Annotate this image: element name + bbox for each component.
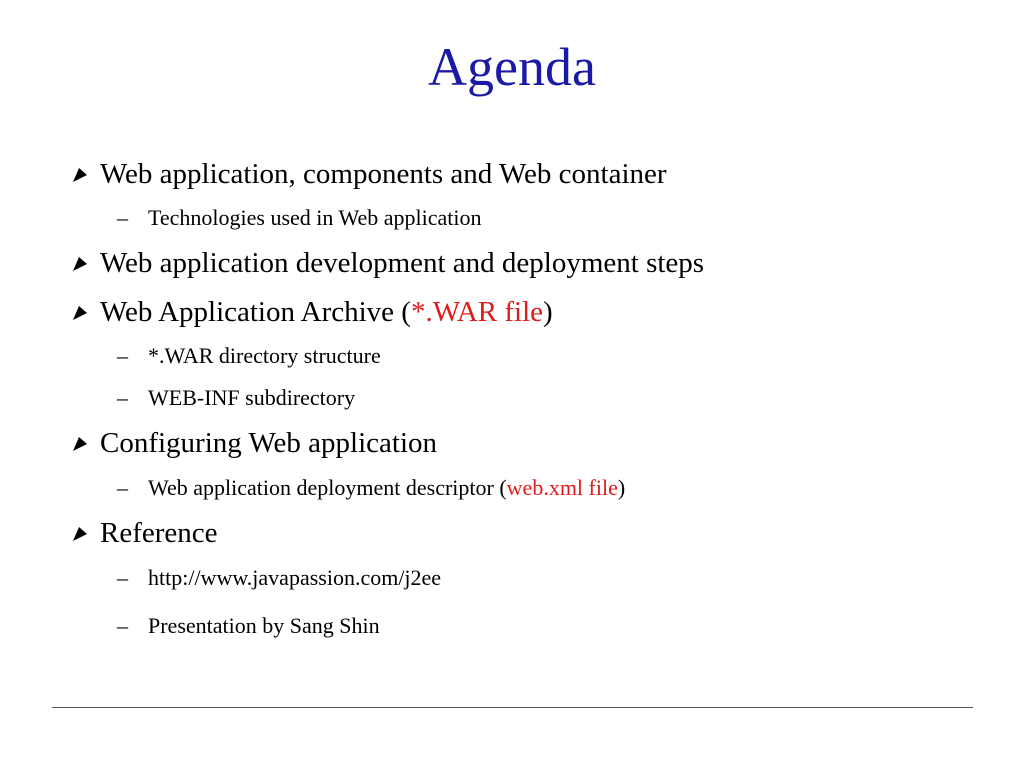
slide-title: Agenda xyxy=(428,37,596,97)
agenda-subitem-text-before: Web application deployment descriptor ( xyxy=(148,475,507,500)
agenda-item-text-after: ) xyxy=(543,296,553,328)
agenda-subitem-text: *.WAR directory structure xyxy=(148,343,381,368)
dash-bullet: – xyxy=(117,343,128,368)
agenda-item-text xyxy=(100,294,553,330)
agenda-item-text: Web application, components and Web container xyxy=(100,158,667,190)
agenda-subitem-text-after: ) xyxy=(617,475,626,500)
agenda-item-text-before: Web Application Archive ( xyxy=(100,296,411,328)
agenda-subitem-text: Technologies used in Web application xyxy=(148,205,482,230)
flag-icon xyxy=(70,254,90,274)
dash-bullet: – xyxy=(117,565,128,590)
flag-icon xyxy=(70,434,90,454)
agenda-item-text: Reference xyxy=(100,517,218,549)
agenda-item-highlight: *.WAR file xyxy=(410,296,544,328)
dash-bullet: – xyxy=(117,205,128,230)
dash-bullet: – xyxy=(117,613,128,638)
agenda-subitem-highlight: web.xml file xyxy=(506,475,618,500)
flag-icon xyxy=(70,303,90,323)
agenda-subitem-text: Presentation by Sang Shin xyxy=(148,613,380,638)
flag-icon xyxy=(70,165,90,185)
flag-icon xyxy=(70,524,90,544)
dash-bullet: – xyxy=(117,475,128,500)
agenda-subitem-link[interactable]: http://www.javapassion.com/j2ee xyxy=(148,565,442,590)
agenda-item-text: Configuring Web application xyxy=(100,427,438,459)
agenda-item-text: Web application development and deployment steps xyxy=(100,247,705,279)
agenda-subitem-text: WEB-INF subdirectory xyxy=(148,385,356,410)
dash-bullet: – xyxy=(117,385,128,410)
footer-divider xyxy=(52,707,973,708)
agenda-subitem-text xyxy=(148,474,625,502)
